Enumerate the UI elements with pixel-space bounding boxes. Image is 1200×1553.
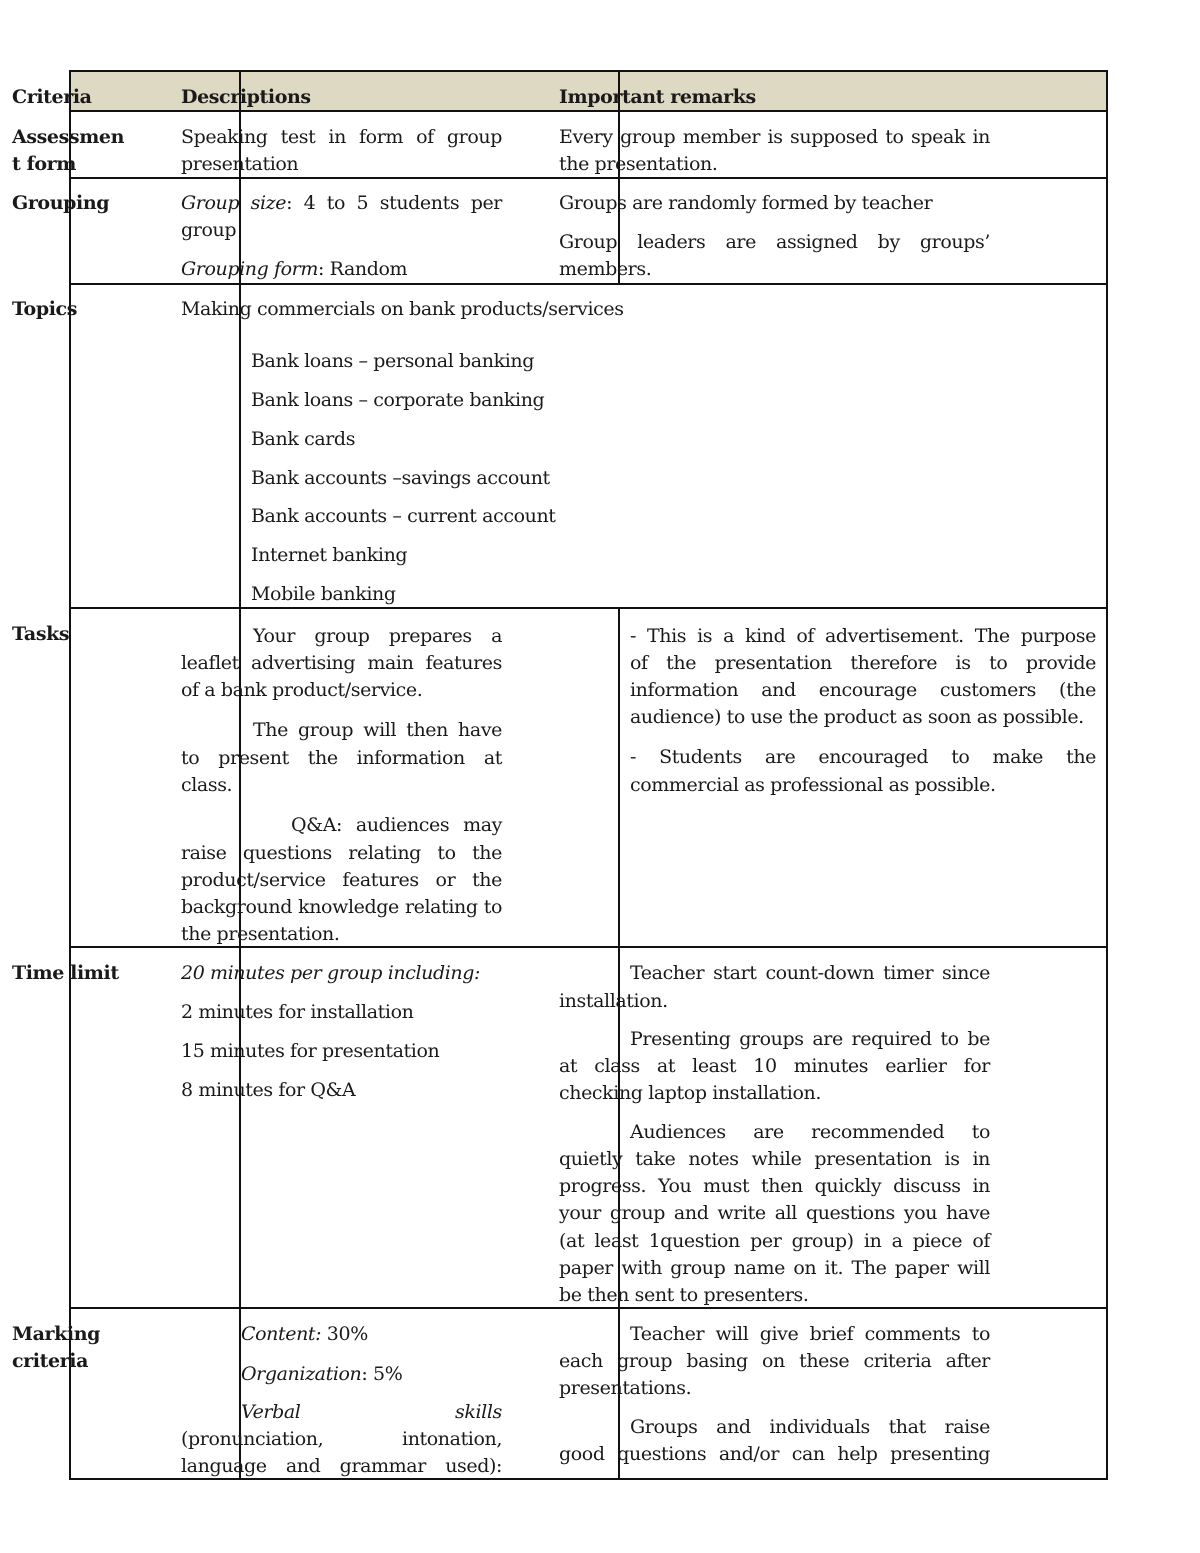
criteria-label: Topics [12,298,77,320]
description-text: Speaking test in form of group [181,126,502,148]
organization-weight [241,1361,402,1388]
header-criteria: Criteria [12,86,92,108]
remark-text: good questions and/or can help presenting [559,1443,990,1465]
time-heading: 20 minutes per group including: [181,962,481,984]
group-size-value: group [181,219,237,241]
verbal-label: Verbal [241,1401,301,1423]
remark-text: Teacher start count-down timer since [630,962,990,984]
header-descriptions: Descriptions [181,86,311,108]
remark-text: information and encourage customers (the [630,679,1096,701]
criteria-label: Time limit [12,962,119,984]
remark-text: checking laptop installation. [559,1082,821,1104]
time-item: 2 minutes for installation [181,1001,414,1023]
task-text: Q&A: audiences may [291,814,502,836]
header-important-remarks: Important remarks [559,86,756,108]
task-text: background knowledge relating to [181,896,502,918]
topic-item: Mobile banking [251,583,396,605]
topic-item: Internet banking [251,544,408,566]
remark-text: - This is a kind of advertisement. The purpose [630,625,1096,647]
task-text: raise questions relating to the [181,842,502,864]
remark-text: Presenting groups are required to be [630,1028,990,1050]
task-text: to present the information at [181,747,502,769]
remark-text: of the presentation therefore is to provide [630,652,1096,674]
topic-item: Bank accounts – current account [251,505,556,527]
remark-text: each group basing on these criteria after [559,1350,990,1372]
organization-value: : 5% [361,1363,403,1385]
task-text: product/service features or the [181,869,502,891]
time-item: 15 minutes for presentation [181,1040,440,1062]
topic-item: Bank loans – personal banking [251,350,534,372]
criteria-label: Tasks [12,623,70,645]
content-weight [241,1321,368,1348]
content-label: Content: [241,1323,322,1345]
remark-text: members. [559,258,652,280]
remark-text: Groups are randomly formed by teacher [559,192,933,214]
topics-intro: Making commercials on bank products/services [181,298,624,320]
verbal-description: (pronunciation, intonation, [181,1428,502,1450]
grouping-form-value: : Random [318,258,408,280]
organization-label: Organization [241,1363,362,1385]
remark-text: audience) to use the product as soon as possible. [630,706,1084,728]
group-size-label: Group size [181,192,287,214]
criteria-label: Marking [12,1323,101,1345]
topic-item: Bank accounts –savings account [251,467,550,489]
verbal-label: skills [455,1401,502,1423]
group-size-value: : 4 to 5 students per [286,192,502,214]
criteria-label: Grouping [12,192,110,214]
remark-text: be then sent to presenters. [559,1284,809,1306]
remark-text: (at least 1question per group) in a piece of [559,1230,990,1252]
task-text: class. [181,774,233,796]
criteria-label: t form [12,153,76,175]
remark-text: commercial as professional as possible. [630,774,996,796]
remark-text: Audiences are recommended to [630,1121,990,1143]
description-text: presentation [181,153,299,175]
remark-text: the presentation. [559,153,718,175]
content-value: 30% [321,1323,368,1345]
remark-text: Every group member is supposed to speak in [559,126,990,148]
verbal-description: language and grammar used): [181,1455,502,1477]
task-text: leaflet advertising main features [181,652,502,674]
remark-text: - Students are encouraged to make the [630,746,1096,768]
remark-text: Teacher will give brief comments to [630,1323,990,1345]
criteria-label: Assessmen [12,126,125,148]
remark-text: progress. You must then quickly discuss in [559,1175,990,1197]
task-text: Your group prepares a [253,625,502,647]
topic-item: Bank loans – corporate banking [251,389,545,411]
criteria-label: criteria [12,1350,89,1372]
group-size-line [181,190,502,217]
task-text: of a bank product/service. [181,679,423,701]
time-item: 8 minutes for Q&A [181,1079,356,1101]
remark-text: installation. [559,990,668,1012]
remark-text: presentations. [559,1377,692,1399]
grouping-form-label: Grouping form [181,258,318,280]
remark-text: quietly take notes while presentation is in [559,1148,990,1170]
remark-text: your group and write all questions you have [559,1202,990,1224]
task-text: the presentation. [181,923,340,945]
topic-item: Bank cards [251,428,356,450]
remark-text: paper with group name on it. The paper will [559,1257,990,1279]
grouping-form-line [181,256,407,283]
remark-text: Groups and individuals that raise [630,1416,990,1438]
remark-text: at class at least 10 minutes earlier for [559,1055,990,1077]
task-text: The group will then have [253,719,502,741]
remark-text: Group leaders are assigned by groups’ [559,231,990,253]
